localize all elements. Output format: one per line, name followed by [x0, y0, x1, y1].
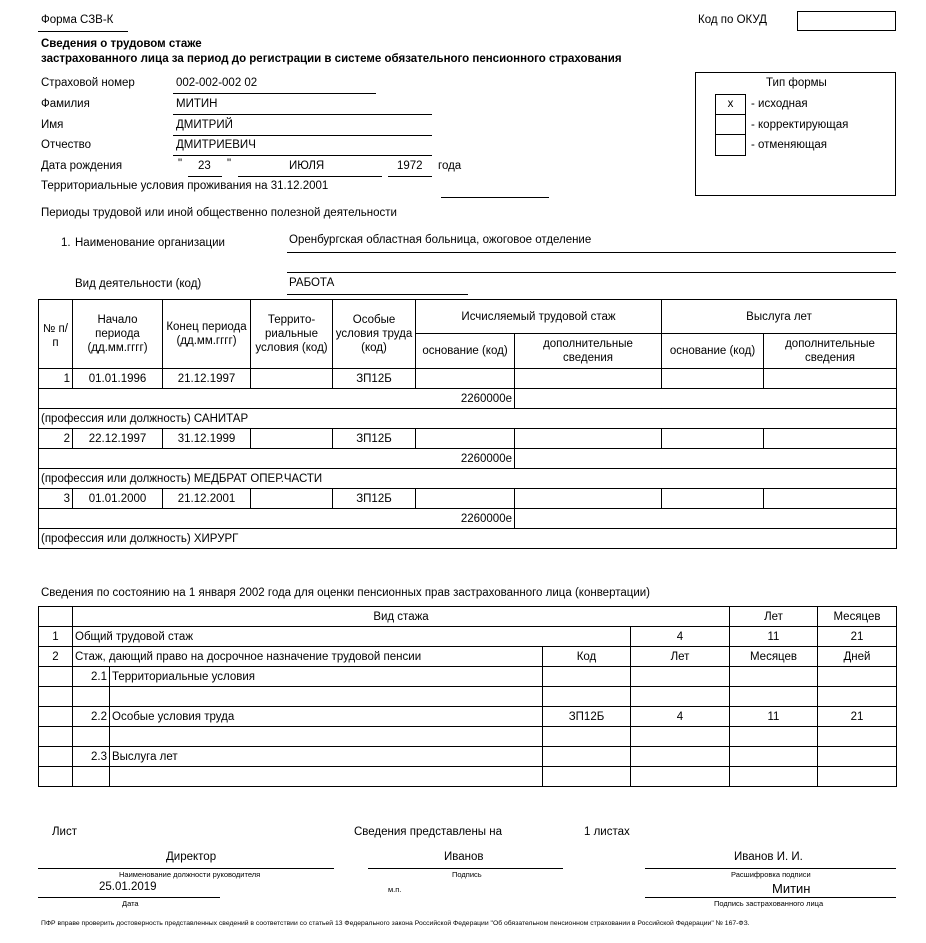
table-row	[39, 509, 897, 529]
conv-years[interactable]	[631, 667, 730, 687]
col-service-extra-header: дополнительные сведения	[764, 334, 897, 369]
period-code[interactable]: 2260000е	[73, 449, 515, 469]
insured-caption: Подпись застрахованного лица	[714, 899, 824, 908]
col-num-header: № п/п	[39, 300, 73, 369]
patronymic-label: Отчество	[41, 139, 91, 151]
period-terr[interactable]	[251, 369, 333, 389]
period-code[interactable]: 2260000е	[73, 509, 515, 529]
director-caption: Наименование должности руководителя	[119, 870, 261, 879]
conv-num: 2.3	[73, 747, 110, 767]
conv-months[interactable]: 11	[730, 707, 818, 727]
insured-underline	[645, 897, 896, 898]
period-num: 3	[39, 489, 73, 509]
table-row	[39, 449, 897, 469]
conv-days[interactable]: 21	[818, 707, 897, 727]
sheet-label: Лист	[52, 826, 77, 838]
table-row	[39, 489, 897, 509]
org-number: 1.	[61, 237, 71, 249]
period-special[interactable]: ЗП12Б	[333, 489, 416, 509]
col-calc-header: Исчисляемый трудовой стаж	[416, 300, 662, 334]
form-type-box	[695, 72, 896, 196]
period-start[interactable]: 01.01.1996	[73, 369, 163, 389]
col-terr-header: Террито-риальные условия (код)	[251, 300, 333, 369]
period-terr[interactable]	[251, 429, 333, 449]
col-calc-basis-header: основание (код)	[416, 334, 515, 369]
insurance-number[interactable]: 002-002-002 02	[176, 77, 258, 89]
table-row	[39, 529, 897, 549]
sheets-count: 1 листах	[584, 826, 630, 838]
form-type-label-initial: - исходная	[751, 98, 808, 110]
period-service-basis[interactable]	[662, 429, 764, 449]
date-underline	[38, 897, 220, 898]
period-start[interactable]: 01.01.2000	[73, 489, 163, 509]
org-value[interactable]: Оренбургская областная больница, ожоговое отделение	[289, 234, 592, 246]
period-end[interactable]: 21.12.1997	[163, 369, 251, 389]
birth-month[interactable]: ИЮЛЯ	[289, 160, 325, 172]
period-code[interactable]: 2260000е	[73, 389, 515, 409]
table-row	[39, 687, 897, 707]
form-type-label-corrective: - корректирующая	[751, 119, 849, 131]
patronymic-value[interactable]: ДМИТРИЕВИЧ	[176, 139, 256, 151]
col-special-header: Особые условия труда (код)	[333, 300, 416, 369]
period-profession[interactable]: (профессия или должность) МЕДБРАТ ОПЕР.ЧАСТИ	[39, 469, 897, 489]
col-kind-header: Вид стажа	[73, 607, 730, 627]
period-num: 1	[39, 369, 73, 389]
birth-quote-close: "	[227, 158, 232, 170]
conv-label: Общий трудовой стаж	[73, 627, 631, 647]
org-label: Наименование организации	[75, 237, 225, 249]
signer-signature[interactable]: Иванов	[444, 851, 484, 863]
conv-num: 2.1	[73, 667, 110, 687]
period-calc-basis[interactable]	[416, 369, 515, 389]
signer-underline	[368, 868, 563, 869]
period-start[interactable]: 22.12.1997	[73, 429, 163, 449]
conv-days[interactable]	[818, 747, 897, 767]
conv-months[interactable]	[730, 747, 818, 767]
period-service-basis[interactable]	[662, 489, 764, 509]
conv-code[interactable]	[543, 667, 631, 687]
surname-label: Фамилия	[41, 98, 90, 110]
conv-years[interactable]	[631, 747, 730, 767]
conv-num: 2.2	[73, 707, 110, 727]
col-service-basis-header: основание (код)	[662, 334, 764, 369]
submitted-label: Сведения представлены на	[354, 826, 503, 838]
col-start-header: Начало периода (дд.мм.гггг)	[73, 300, 163, 369]
activity-underline	[287, 294, 468, 295]
name-value[interactable]: ДМИТРИЙ	[176, 119, 233, 131]
table-row	[39, 429, 897, 449]
conversion-title: Сведения по состоянию на 1 января 2002 года для оценки пенсионных прав застрахованного лица (конвертации)	[41, 587, 651, 599]
col-service-header: Выслуга лет	[662, 300, 897, 334]
table-row	[39, 707, 897, 727]
director-underline	[38, 868, 334, 869]
conv-months[interactable]: 11	[730, 627, 818, 647]
birth-day-underline	[188, 176, 222, 177]
table-row	[39, 469, 897, 489]
period-num: 2	[39, 429, 73, 449]
table-row	[39, 767, 897, 787]
conv-num: 1	[39, 627, 73, 647]
org-underline-1	[287, 252, 896, 253]
periods-title: Периоды трудовой или иной общественно полезной деятельности	[41, 207, 397, 219]
period-calc-basis[interactable]	[416, 489, 515, 509]
org-underline-2	[287, 272, 896, 273]
conv-label: Особые условия труда	[110, 707, 543, 727]
conv-code[interactable]: ЗП12Б	[543, 707, 631, 727]
form-type-mark-initial: x	[727, 98, 734, 110]
insured-signature[interactable]: Митин	[772, 881, 811, 896]
period-special[interactable]: ЗП12Б	[333, 429, 416, 449]
col-calc-extra-header: дополнительные сведения	[515, 334, 662, 369]
period-service-extra[interactable]	[764, 429, 897, 449]
period-terr[interactable]	[251, 489, 333, 509]
col-months-header: Месяцев	[818, 607, 897, 627]
signer-full-name[interactable]: Иванов И. И.	[734, 851, 803, 863]
period-special[interactable]: ЗП12Б	[333, 369, 416, 389]
signer-full-underline	[645, 868, 896, 869]
birth-year-underline	[388, 176, 432, 177]
form-title-line1: Сведения о трудовом стаже	[41, 38, 202, 50]
period-calc-extra[interactable]	[515, 429, 662, 449]
legal-note: ПФР вправе проверить достоверность представленных сведений в соответствии со статьей 13 Федерального закона Российской Федерации "Об обязательном пенсионном страховании в Российской Федерации" № 167-ФЗ.	[41, 920, 750, 927]
birth-label: Дата рождения	[41, 160, 123, 172]
conv-label: Выслуга лет	[110, 747, 543, 767]
conv-label: Территориальные условия	[110, 667, 543, 687]
conv-days[interactable]	[818, 667, 897, 687]
date-caption: Дата	[122, 899, 139, 908]
surname-value[interactable]: МИТИН	[176, 98, 218, 110]
form-type-checkbox-cancel[interactable]	[715, 134, 746, 156]
conv-label: Стаж, дающий право на досрочное назначение трудовой пенсии	[73, 647, 543, 667]
okud-label: Код по ОКУД	[698, 14, 767, 26]
col-years-header-2: Лет	[631, 647, 730, 667]
form-type-label-cancel: - отменяющая	[751, 139, 828, 151]
insurance-label: Страховой номер	[41, 77, 135, 89]
conversion-table	[38, 606, 897, 787]
period-profession[interactable]: (профессия или должность) ХИРУРГ	[39, 529, 897, 549]
okud-field[interactable]	[797, 11, 896, 31]
name-label: Имя	[41, 119, 64, 131]
patronymic-underline	[173, 155, 432, 156]
col-months-header-2: Месяцев	[730, 647, 818, 667]
activity-value[interactable]: РАБОТА	[289, 277, 335, 289]
year-word: года	[438, 160, 462, 172]
table-row	[39, 727, 897, 747]
conv-months[interactable]	[730, 667, 818, 687]
birth-day[interactable]: 23	[198, 160, 211, 172]
director-position[interactable]: Директор	[166, 851, 217, 863]
form-type-checkbox-corrective[interactable]	[715, 114, 746, 135]
insurance-underline	[173, 93, 376, 94]
period-end[interactable]: 21.12.2001	[163, 489, 251, 509]
period-service-extra[interactable]	[764, 489, 897, 509]
period-service-basis[interactable]	[662, 369, 764, 389]
conv-num: 2	[39, 647, 73, 667]
table-row	[39, 667, 897, 687]
form-name: Форма СЗВ-К	[41, 14, 114, 26]
period-profession[interactable]: (профессия или должность) САНИТАР	[39, 409, 897, 429]
conv-code[interactable]	[543, 747, 631, 767]
birth-month-underline	[238, 176, 382, 177]
activity-label: Вид деятельности (код)	[75, 278, 202, 290]
table-row	[39, 409, 897, 429]
period-calc-extra[interactable]	[515, 369, 662, 389]
form-name-underline	[38, 31, 128, 32]
period-calc-basis[interactable]	[416, 429, 515, 449]
table-row	[39, 369, 897, 389]
form-type-checkbox-initial[interactable]	[715, 94, 746, 115]
conv-years[interactable]: 4	[631, 627, 730, 647]
territorial-underline	[441, 197, 549, 198]
table-row	[39, 389, 897, 409]
form-title-line2: застрахованного лица за период до регистрации в системе обязательного пенсионного страхования	[41, 53, 622, 65]
table-row	[39, 647, 897, 667]
table-row	[39, 747, 897, 767]
birth-year[interactable]: 1972	[397, 160, 423, 172]
period-end[interactable]: 31.12.1999	[163, 429, 251, 449]
periods-table	[38, 299, 897, 549]
col-end-header: Конец периода (дд.мм.гггг)	[163, 300, 251, 369]
form-type-title: Тип формы	[766, 77, 827, 89]
period-service-extra[interactable]	[764, 369, 897, 389]
col-days-header-2: Дней	[818, 647, 897, 667]
sign-caption: Подпись	[452, 870, 482, 879]
conv-years[interactable]: 4	[631, 707, 730, 727]
col-years-header: Лет	[730, 607, 818, 627]
table-row	[39, 627, 897, 647]
decode-caption: Расшифровка подписи	[731, 870, 811, 879]
conv-days[interactable]: 21	[818, 627, 897, 647]
birth-quote-open: "	[178, 158, 183, 170]
name-underline	[173, 135, 432, 136]
submission-date[interactable]: 25.01.2019	[99, 881, 157, 893]
surname-underline	[173, 114, 432, 115]
col-code-header: Код	[543, 647, 631, 667]
territorial-label: Территориальные условия проживания на 31.12.2001	[41, 180, 329, 192]
period-calc-extra[interactable]	[515, 489, 662, 509]
stamp-place: м.п.	[388, 885, 402, 894]
